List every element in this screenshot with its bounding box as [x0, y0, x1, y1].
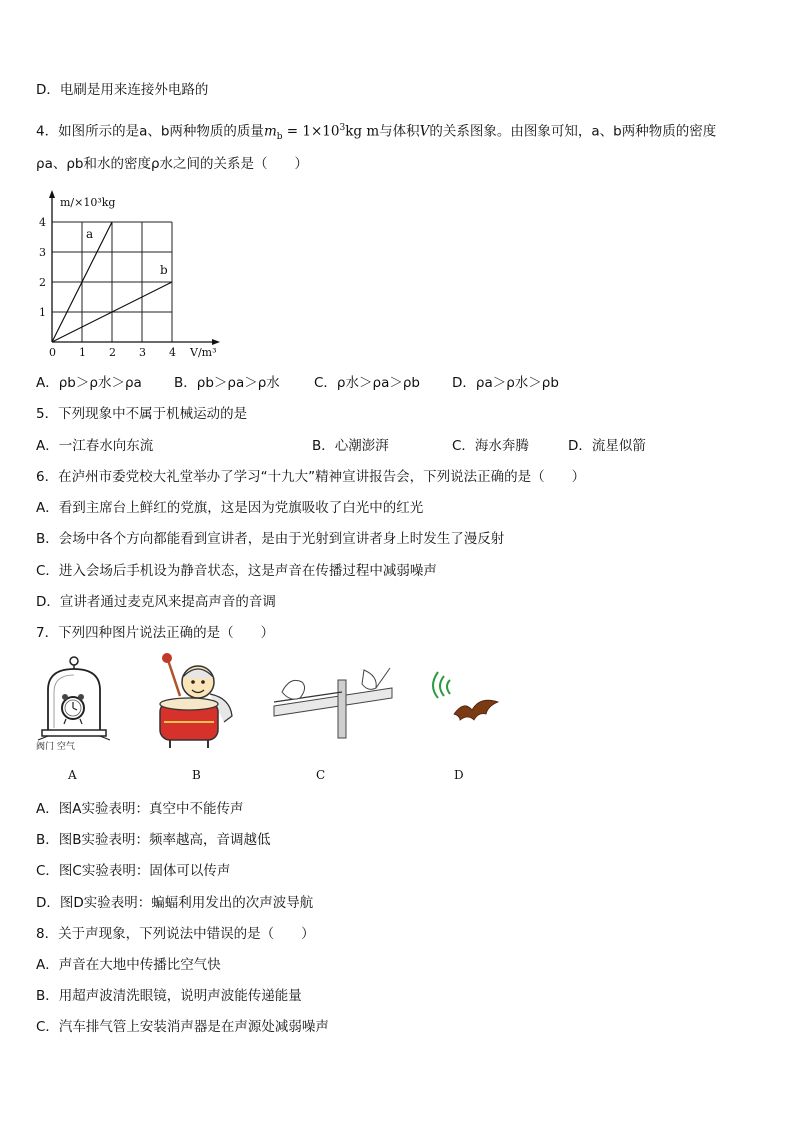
q4-stem-line2: ρa、ρb和水的密度ρ水之间的关系是（ ）: [36, 156, 309, 172]
q4-option-b[interactable]: B．ρb＞ρa＞ρ水: [174, 375, 280, 391]
x-axis-title: V/m³: [190, 346, 217, 359]
chart-grid: [52, 222, 172, 342]
image-label-c: C: [316, 768, 326, 782]
ruler-image: [272, 662, 396, 740]
x-axis-arrow: [212, 339, 220, 345]
q5-option-c[interactable]: C．海水奔腾: [452, 438, 529, 454]
mass-equation: = 1×10: [282, 123, 340, 140]
mass-unit: kg m: [345, 123, 380, 140]
q5-option-d[interactable]: D．流星似箭: [568, 438, 646, 454]
q7-option-b[interactable]: B．图B实验表明：频率越高，音调越低: [36, 832, 271, 848]
q8-option-a[interactable]: A．声音在大地中传播比空气快: [36, 957, 221, 973]
q4-option-d[interactable]: D．ρa＞ρ水＞ρb: [452, 375, 559, 391]
y-tick-label: 4: [39, 216, 46, 229]
volume-symbol: V: [419, 123, 430, 140]
y-tick-label: 2: [39, 276, 46, 289]
q5-options: [36, 436, 736, 456]
mass-symbol: m: [263, 123, 277, 140]
series-label-b: b: [160, 263, 168, 277]
x-tick-label: 0: [49, 346, 56, 359]
image-label-b: B: [192, 768, 201, 782]
q5-stem: 5．下列现象中不属于机械运动的是: [36, 406, 248, 422]
q7-option-a[interactable]: A．图A实验表明：真空中不能传声: [36, 801, 244, 817]
y-tick-label: 3: [39, 246, 46, 259]
bat-image: [420, 664, 504, 736]
series-label-a: a: [86, 227, 94, 241]
chart-ticks: [39, 216, 176, 359]
q4-stem-line1: [36, 118, 716, 147]
q4-options: [36, 373, 736, 393]
q4-option-a[interactable]: A．ρb＞ρ水＞ρa: [36, 375, 142, 391]
x-tick-label: 4: [169, 346, 176, 359]
q6-option-a[interactable]: A．看到主席台上鲜红的党旗，这是因为党旗吸收了白光中的红光: [36, 500, 424, 516]
mass-exponent: 3: [339, 123, 346, 133]
q6-option-d[interactable]: D．宣讲者通过麦克风来提高声音的音调: [36, 594, 276, 610]
q4-stem-prefix: 4．如图所示的是a、b两种物质的质量: [36, 123, 264, 140]
q6-stem: 6．在泸州市委党校大礼堂举办了学习“十九大”精神宣讲报告会，下列说法正确的是（ ）: [36, 469, 586, 485]
q8-option-c[interactable]: C．汽车排气管上安装消声器是在声源处减弱噪声: [36, 1019, 329, 1035]
q8-stem: 8．关于声现象，下列说法中错误的是（ ）: [36, 926, 315, 942]
y-tick-label: 1: [39, 306, 46, 319]
image-label-d: D: [454, 768, 464, 782]
y-axis-arrow: [49, 190, 55, 198]
y-axis-title: m/×10³kg: [60, 196, 116, 209]
mass-subscript: b: [276, 132, 283, 143]
chart-axes: [49, 190, 220, 345]
q4-option-c[interactable]: C．ρ水＞ρa＞ρb: [314, 375, 420, 391]
q7-option-c[interactable]: C．图C实验表明：固体可以传声: [36, 863, 231, 879]
q5-option-b[interactable]: B．心潮澎湃: [312, 438, 389, 454]
x-tick-label: 3: [139, 346, 146, 359]
x-tick-label: 2: [109, 346, 116, 359]
mass-volume-chart: [30, 186, 230, 366]
q3-option-d: D．电刷是用来连接外电路的: [36, 82, 209, 98]
q4-stem-suffix: 的关系图象。由图象可知，a、b两种物质的密度: [429, 123, 717, 140]
chart-labels: [60, 196, 217, 359]
q6-option-c[interactable]: C．进入会场后手机设为静音状态，这是声音在传播过程中减弱噪声: [36, 563, 437, 579]
q4-stem-middle: 与体积: [379, 123, 420, 140]
drummer-image: [150, 652, 242, 752]
jar-caption: 阀门 空气: [36, 742, 75, 752]
q8-option-b[interactable]: B．用超声波清洗眼镜，说明声波能传递能量: [36, 988, 302, 1004]
bell-jar-image: [34, 652, 114, 752]
x-tick-label: 1: [79, 346, 86, 359]
q5-option-a[interactable]: A．一江春水向东流: [36, 438, 154, 454]
q7-stem: 7．下列四种图片说法正确的是（ ）: [36, 625, 275, 641]
q6-option-b[interactable]: B．会场中各个方向都能看到宣讲者，是由于光射到宣讲者身上时发生了漫反射: [36, 531, 505, 547]
q7-option-d[interactable]: D．图D实验表明：蝙蝠利用发出的次声波导航: [36, 895, 314, 911]
image-label-a: A: [68, 768, 77, 782]
